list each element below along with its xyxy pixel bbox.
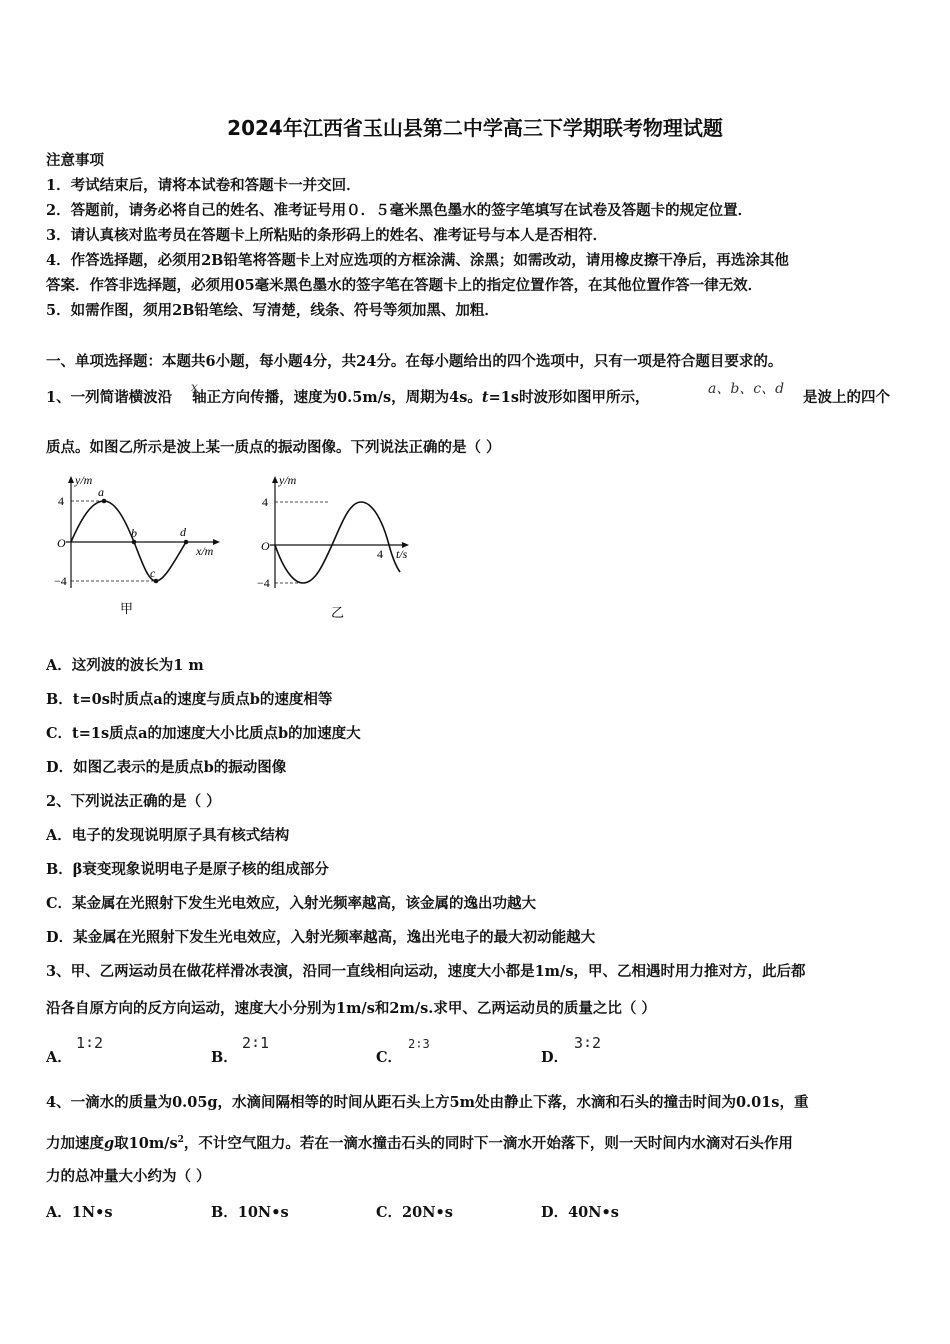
- wave-figure-a: [46, 470, 236, 620]
- notice-item: 4．作答选择题，必须用2B铅笔将答题卡上对应选项的方框涂满、涂黑；如需改动，请用橡皮擦干净后，再选涂其他: [46, 252, 789, 269]
- q1-option-a: A．这列波的波长为1 m: [46, 657, 204, 674]
- fig-b-xlabel: t/s: [396, 547, 408, 561]
- point-d-marker: [184, 540, 189, 545]
- notice-item: 5．如需作图，须用2B铅笔绘、写清楚，线条、符号等须加黑、加粗．: [46, 302, 499, 319]
- q4-option-b: B．10N•s: [211, 1204, 289, 1221]
- q3-option-b-value: 2∶1: [242, 1034, 270, 1052]
- wave-figure-b: [255, 470, 430, 620]
- fig-a-caption: 甲: [120, 601, 134, 616]
- section-heading: 一、单项选择题：本题共6小题，每小题4分，共24分。在每小题给出的四个选项中，只有一项是符合题目要求的。: [46, 353, 783, 370]
- point-b-marker: [132, 540, 137, 545]
- q3-option-d-value: 3∶2: [574, 1034, 602, 1052]
- q3-option-b-label: B．: [211, 1049, 238, 1066]
- question-4-line-2: 力加速度g取$10m/s^2$，不计空气阻力。若在一滴水撞击石头的同时下一滴水开始落下，则一天时间内水滴对石头作用: [46, 1134, 793, 1152]
- notice-item: 3．请认真核对监考员在答题卡上所粘贴的条形码上的姓名、准考证号与本人是否相符．: [46, 227, 608, 244]
- q2-option-b: B．β衰变现象说明电子是原子核的组成部分: [46, 861, 329, 878]
- q4-option-a: A．1N•s: [46, 1204, 113, 1221]
- notice-item: 答案．作答非选择题，必须用05毫米黑色墨水的签字笔在答题卡上的指定位置作答，在其他位置作答一律无效．: [46, 277, 763, 294]
- question-3-line-2: 沿各自原方向的反方向运动，速度大小分别为1m/s和2m/s.求甲、乙两运动员的质量之比（ ）: [46, 1000, 656, 1017]
- q4-option-c: C．20N•s: [376, 1204, 453, 1221]
- question-4-line-3: 力的总冲量大小约为（ ）: [46, 1168, 211, 1185]
- point-a-marker: [102, 499, 107, 504]
- q3-option-a-value: 1∶2: [76, 1034, 104, 1052]
- fig-a-tick-neg: −4: [54, 574, 67, 588]
- fig-b-origin: O: [261, 539, 270, 553]
- q1-option-b: B．t=0s时质点a的速度与质点b的速度相等: [46, 691, 333, 708]
- q1-option-d: D．如图乙表示的是质点b的振动图像: [46, 759, 287, 776]
- question-2-stem: 2、下列说法正确的是（ ）: [46, 793, 221, 810]
- fig-b-caption: 乙: [331, 605, 345, 620]
- x-axis-symbol: x: [191, 380, 198, 394]
- question-1-line-2: 质点。如图乙所示是波上某一质点的振动图像。下列说法正确的是（ ）: [46, 439, 501, 456]
- q3-option-c-value: 2∶3: [408, 1037, 430, 1051]
- fig-a-ylabel: y/m: [75, 473, 93, 487]
- fig-b-tick-pos: 4: [262, 495, 268, 509]
- point-b-label: b: [131, 526, 137, 540]
- point-labels: a、b、c、d: [708, 381, 785, 397]
- fig-a-xlabel: x/m: [196, 544, 214, 558]
- question-1-line-1: 1、一列简谐横波沿 轴正方向传播，速度为0.5m/s，周期为4s。t=1s时波形如图甲所示，: [46, 389, 650, 406]
- fig-a-origin: O: [57, 536, 66, 550]
- notice-item: 2．答题前，请务必将自己的姓名、准考证号用０．５毫米黑色墨水的签字笔填写在试卷及答题卡的规定位置．: [46, 202, 753, 219]
- q3-option-d-label: D．: [541, 1049, 569, 1066]
- point-c-label: c: [150, 566, 156, 580]
- fig-b-ylabel: y/m: [279, 473, 297, 487]
- q2-option-d: D．某金属在光照射下发生光电效应，入射光频率越高，逸出光电子的最大初动能越大: [46, 929, 596, 946]
- notice-heading: 注意事项: [46, 152, 104, 169]
- question-3-line-1: 3、甲、乙两运动员在做花样滑冰表演，沿同一直线相向运动，速度大小都是1m/s，甲、乙相遇时用力推对方，此后都: [46, 963, 806, 980]
- q2-option-c: C．某金属在光照射下发生光电效应，入射光频率越高，该金属的逸出功越大: [46, 895, 537, 912]
- q3-option-a-label: A．: [46, 1049, 72, 1066]
- point-a-label: a: [98, 485, 104, 499]
- q2-option-a: A．电子的发现说明原子具有核式结构: [46, 827, 290, 844]
- q3-option-c-label: C．: [376, 1049, 403, 1066]
- page-title: 2024年江西省玉山县第二中学高三下学期联考物理试题: [227, 116, 723, 140]
- fig-a-tick-pos: 4: [58, 494, 64, 508]
- fig-b-tick-neg: −4: [257, 576, 270, 590]
- q4-option-d: D．40N•s: [541, 1204, 619, 1221]
- fig-b-tick-x: 4: [377, 547, 383, 561]
- question-1-line-1-end: 是波上的四个: [803, 389, 890, 406]
- notice-item: 1．考试结束后，请将本试卷和答题卡一并交回．: [46, 177, 361, 194]
- point-d-label: d: [180, 525, 186, 539]
- q1-option-c: C．t=1s质点a的加速度大小比质点b的加速度大: [46, 725, 361, 742]
- question-4-line-1: 4、一滴水的质量为0.05g，水滴间隔相等的时间从距石头上方5m处由静止下落，水滴和石头的撞击时间为0.01s，重: [46, 1094, 809, 1111]
